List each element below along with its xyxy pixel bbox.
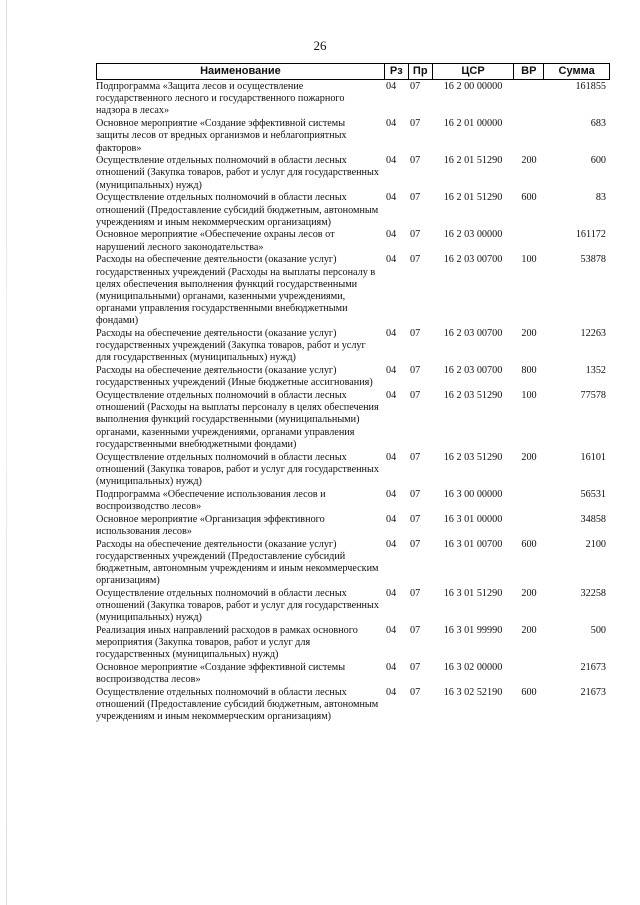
row-sum: 56531 (580, 488, 606, 500)
row-vr: 100 (521, 390, 537, 402)
row-name: Основное мероприятие «Обеспечение охраны лесов от нарушений лесного законодательства» (96, 229, 335, 253)
row-rz: 04 (386, 513, 397, 525)
row-rz: 04 (386, 118, 397, 130)
row-vr: 200 (521, 587, 537, 599)
row-name: Основное мероприятие «Создание эффективной системы воспроизводства лесов» (96, 662, 346, 686)
table-row (96, 514, 610, 538)
table-row (96, 155, 610, 192)
header-csr: ЦСР (432, 64, 514, 79)
row-csr: 16 3 00 00000 (443, 488, 503, 500)
row-csr: 16 3 02 00000 (443, 662, 503, 674)
row-rz: 04 (386, 365, 397, 377)
row-csr: 16 3 02 52190 (443, 686, 503, 698)
row-rz: 04 (386, 686, 397, 698)
row-name: Основное мероприятие «Создание эффективной системы защиты лесов от вредных организмов и неблагоприятных факторов» (96, 118, 347, 154)
table-row (96, 625, 610, 662)
row-csr: 16 2 03 00000 (443, 229, 503, 241)
table-row (96, 662, 610, 686)
header-name: Наименование (200, 65, 281, 77)
row-rz: 04 (386, 328, 397, 340)
row-name: Осуществление отдельных полномочий в области лесных отношений (Предоставление субсидий бюджетным, автономным учреждениям и иным некоммерческим организациям) (96, 192, 379, 228)
row-name: Расходы на обеспечение деятельности (оказание услуг) государственных учреждений (Иные бюджетные ассигнования) (96, 365, 373, 389)
row-rz: 04 (386, 254, 397, 266)
row-pr: 07 (410, 538, 421, 550)
header-rz: Рз (384, 64, 408, 79)
table-header (96, 63, 610, 80)
row-sum: 600 (590, 155, 606, 167)
row-csr: 16 3 01 51290 (443, 587, 503, 599)
row-pr: 07 (410, 254, 421, 266)
table-row (96, 365, 610, 389)
table-row (96, 192, 610, 229)
row-sum: 53878 (580, 254, 606, 266)
row-rz: 04 (386, 451, 397, 463)
row-csr: 16 2 01 51290 (443, 155, 503, 167)
row-sum: 77578 (580, 390, 606, 402)
row-pr: 07 (410, 229, 421, 241)
row-vr: 600 (521, 686, 537, 698)
header-pr: Пр (408, 64, 432, 79)
row-pr: 07 (410, 390, 421, 402)
table-row (96, 489, 610, 513)
row-rz: 04 (386, 390, 397, 402)
table-row (96, 539, 610, 588)
row-csr: 16 2 03 00700 (443, 254, 503, 266)
row-sum: 161172 (575, 229, 606, 241)
table-row (96, 390, 610, 451)
row-name: Расходы на обеспечение деятельности (оказание услуг) государственных учреждений (Расходы на выплаты персоналу в целях обеспечения выполнения функций государственными (муниципальными) органами, казенными учреждениями, органами управления государственными внебюджетными фондами) (96, 254, 376, 327)
row-csr: 16 2 01 00000 (443, 118, 503, 130)
row-sum: 21673 (580, 662, 606, 674)
row-name: Расходы на обеспечение деятельности (оказание услуг) государственных учреждений (Предоставление субсидий бюджетным, автономным учреждениям и иным некоммерческим организациям) (96, 538, 379, 587)
row-pr: 07 (410, 488, 421, 500)
row-name: Осуществление отдельных полномочий в области лесных отношений (Закупка товаров, работ и услуг для государственных (муниципальных) нужд) (96, 451, 379, 487)
page-number: 26 (313, 38, 327, 53)
table-body (96, 81, 610, 724)
header-sum: Сумма (543, 64, 609, 79)
budget-table (96, 63, 610, 724)
row-sum: 34858 (580, 513, 606, 525)
row-pr: 07 (410, 155, 421, 167)
row-vr: 200 (521, 155, 537, 167)
row-rz: 04 (386, 662, 397, 674)
row-pr: 07 (410, 624, 421, 636)
row-pr: 07 (410, 686, 421, 698)
row-pr: 07 (410, 587, 421, 599)
row-name: Осуществление отдельных полномочий в области лесных отношений (Расходы на выплаты персоналу в целях обеспечения выполнения функций государственными (муниципальными) органами, казенными учреждениями, органами управления государственными внебюджетными фондами) (96, 390, 379, 450)
row-csr: 16 2 03 00700 (443, 328, 503, 340)
row-rz: 04 (386, 587, 397, 599)
row-csr: 16 3 01 99990 (443, 624, 503, 636)
row-vr: 600 (521, 538, 537, 550)
table-row (96, 229, 610, 253)
row-vr: 200 (521, 328, 537, 340)
row-pr: 07 (410, 662, 421, 674)
row-name: Расходы на обеспечение деятельности (оказание услуг) государственных учреждений (Закупка товаров, работ и услуг для государственных (муниципальных) нужд) (96, 328, 366, 364)
row-pr: 07 (410, 81, 421, 92)
row-rz: 04 (386, 155, 397, 167)
row-rz: 04 (386, 488, 397, 500)
row-sum: 21673 (580, 686, 606, 698)
row-rz: 04 (386, 624, 397, 636)
row-sum: 683 (590, 118, 606, 130)
row-vr: 200 (521, 624, 537, 636)
row-vr: 200 (521, 451, 537, 463)
row-csr: 16 3 01 00000 (443, 513, 503, 525)
row-name: Осуществление отдельных полномочий в области лесных отношений (Закупка товаров, работ и услуг для государственных (муниципальных) нужд) (96, 155, 379, 191)
table-row (96, 118, 610, 155)
table-row (96, 254, 610, 327)
row-csr: 16 2 03 00700 (443, 365, 503, 377)
table-row (96, 328, 610, 365)
row-sum: 500 (590, 624, 606, 636)
row-name: Реализация иных направлений расходов в рамках основного мероприятия (Закупка товаров, работ и услуг для государственных (муниципальных) нужд) (96, 624, 358, 661)
row-csr: 16 3 01 00700 (443, 538, 503, 550)
row-sum: 2100 (585, 538, 606, 550)
row-csr: 16 2 01 51290 (443, 192, 503, 204)
row-pr: 07 (410, 328, 421, 340)
row-sum: 161855 (575, 81, 606, 92)
row-rz: 04 (386, 538, 397, 550)
scan-edge (6, 0, 7, 905)
row-name: Осуществление отдельных полномочий в области лесных отношений (Предоставление субсидий бюджетным, автономным учреждениям и иным некоммерческим организациям) (96, 686, 379, 723)
row-csr: 16 2 03 51290 (443, 390, 503, 402)
row-rz: 04 (386, 229, 397, 241)
row-name: Подпрограмма «Обеспечение использования лесов и воспроизводство лесов» (96, 488, 326, 512)
row-sum: 1352 (585, 365, 606, 377)
row-pr: 07 (410, 118, 421, 130)
table-row (96, 81, 610, 118)
row-sum: 32258 (580, 587, 606, 599)
row-sum: 12263 (580, 328, 606, 340)
row-name: Осуществление отдельных полномочий в области лесных отношений (Закупка товаров, работ и услуг для государственных (муниципальных) нужд) (96, 587, 379, 624)
row-vr: 600 (521, 192, 537, 204)
row-sum: 16101 (580, 451, 606, 463)
row-pr: 07 (410, 513, 421, 525)
table-row (96, 588, 610, 625)
row-csr: 16 2 00 00000 (443, 81, 503, 92)
header-vr: ВР (513, 64, 543, 79)
row-name: Основное мероприятие «Организация эффективного использования лесов» (96, 513, 325, 537)
table-row (96, 687, 610, 724)
row-pr: 07 (410, 451, 421, 463)
row-csr: 16 2 03 51290 (443, 451, 503, 463)
row-rz: 04 (386, 81, 397, 92)
row-pr: 07 (410, 192, 421, 204)
row-name: Подпрограмма «Защита лесов и осуществление государственного лесного и государственного пожарного надзора в лесах» (96, 81, 345, 117)
row-rz: 04 (386, 192, 397, 204)
row-vr: 100 (521, 254, 537, 266)
row-vr: 800 (521, 365, 537, 377)
row-sum: 83 (595, 192, 606, 204)
table-row (96, 452, 610, 489)
row-pr: 07 (410, 365, 421, 377)
